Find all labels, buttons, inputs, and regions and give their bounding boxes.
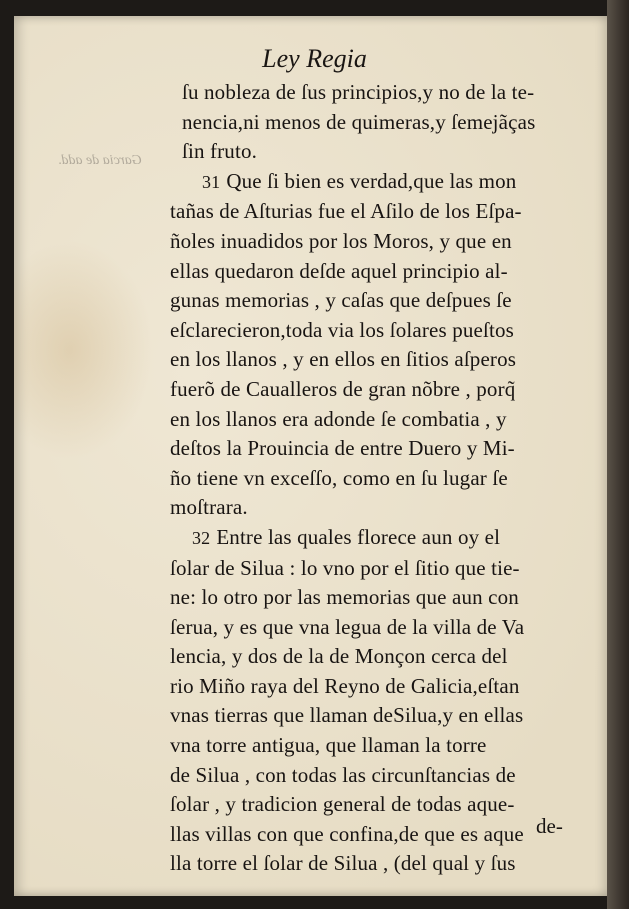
book-edge xyxy=(607,0,629,909)
text-line: ne: lo otro por las memorias que aun con xyxy=(170,585,519,610)
text-line: ñoles inuadidos por los Moros, y que en xyxy=(170,228,512,253)
text-line: 31 Que ſi bien es verdad,que las mon xyxy=(202,168,517,193)
text-line: fuerõ de Caualleros de gran nõbre , porq̃ xyxy=(170,376,516,401)
page-stain xyxy=(14,240,154,460)
body-text xyxy=(170,78,582,879)
text-line: ſolar , y tradicion general de todas aque- xyxy=(170,792,515,817)
text-line: vnas tierras que llaman deSilua,y en ellas xyxy=(170,703,524,728)
text-line: lencia, y dos de la de Monçon cerca del xyxy=(170,644,508,669)
text-line: lla torre el ſolar de Silua , (del qual y ſus xyxy=(170,851,516,876)
text-line: en los llanos , y en ellos en ſitios aſperos xyxy=(170,347,517,372)
text-line: eſclarecieron,toda via los ſolares pueſtos xyxy=(170,317,514,342)
text-line: moſtrara. xyxy=(170,495,248,520)
text-line: deſtos la Prouincia de entre Duero y Mi- xyxy=(170,436,515,461)
text-line: de Silua , con todas las circunſtancias de xyxy=(170,762,516,787)
text-line: ſolar de Silua : lo vno por el ſitio que tie- xyxy=(170,555,520,580)
text-line: ſin fruto. xyxy=(182,139,257,164)
text-line: nencia,ni menos de quimeras,y ſemejãças xyxy=(182,109,536,134)
text-line: gunas memorias , y caſas que deſpues ſe xyxy=(170,288,512,313)
text-line: rio Miño raya del Reyno de Galicia,eſtan xyxy=(170,673,520,698)
text-line: ellas quedaron deſde aquel principio al- xyxy=(170,258,508,283)
text-line: vna torre antigua, que llaman la torre xyxy=(170,733,487,758)
bleed-through-margin-note: Garcia de add. xyxy=(58,153,142,168)
text-line: ſerua, y es que vna legua de la villa de Va xyxy=(170,614,525,639)
paragraph-number: 32 xyxy=(192,527,211,548)
text-line: ſu nobleza de ſus principios,y no de la te- xyxy=(182,80,535,104)
text-line: llas villas con que confina,de que es aque xyxy=(170,821,524,846)
paragraph-number: 31 xyxy=(202,171,221,192)
text-line: 32 Entre las quales florece aun oy el xyxy=(192,524,501,549)
text-line: tañas de Aſturias fue el Aſilo de los Eſpa- xyxy=(170,199,522,224)
running-header: Ley Regia xyxy=(262,44,367,73)
catchword: de- xyxy=(536,814,563,838)
text-line: en los llanos era adonde ſe combatia , y xyxy=(170,406,507,431)
text-line: ño tiene vn exceſſo, como en ſu lugar ſe xyxy=(170,465,508,490)
